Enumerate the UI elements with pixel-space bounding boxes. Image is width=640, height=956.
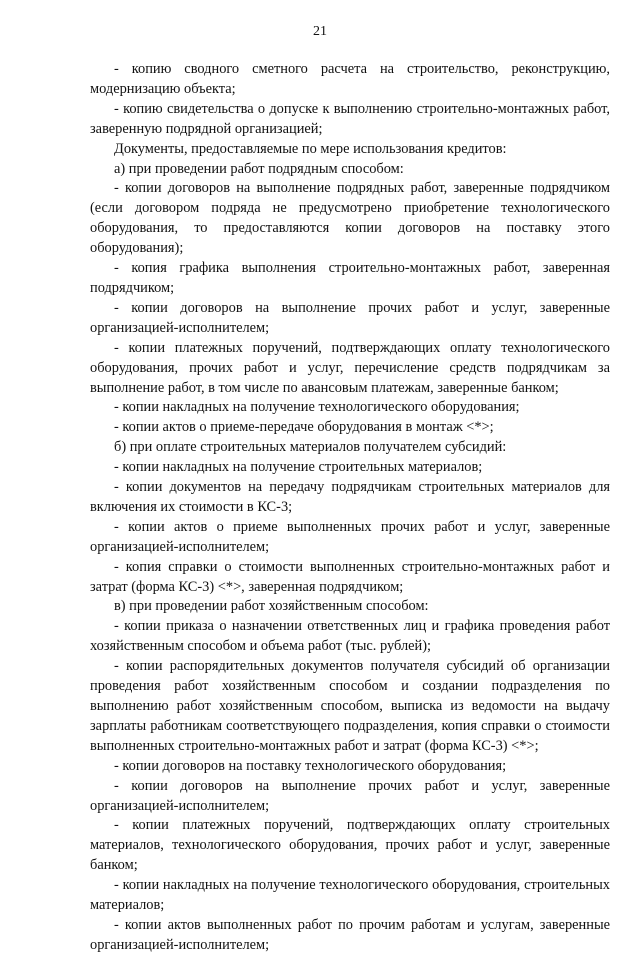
paragraph: - копии актов о приеме выполненных прочих работ и услуг, заверенные организацией-исполнителем; xyxy=(90,518,610,555)
paragraph: - копию сводного сметного расчета на строительство, реконструкцию, модернизацию объекта; xyxy=(90,61,610,97)
paragraph: - копию свидетельства о допуске к выполнению строительно-монтажных работ, заверенную подрядной организацией; xyxy=(90,100,610,137)
paragraph: - копии платежных поручений, подтверждающих оплату строительных материалов, технологического оборудования, прочих работ и услуг, заверенные банком; xyxy=(90,817,610,874)
paragraph: - копии актов выполненных работ по прочим работам и услугам, заверенные организацией-исполнителем; xyxy=(90,916,610,953)
paragraph: - копии договоров на выполнение прочих работ и услуг, заверенные организацией-исполнителем; xyxy=(90,777,610,814)
paragraph: - копии документов на передачу подрядчикам строительных материалов для включения их стоимости в КС-3; xyxy=(90,479,610,515)
paragraph: б) при оплате строительных материалов получателем субсидий: xyxy=(114,439,507,456)
paragraph: - копия справки о стоимости выполненных строительно-монтажных работ и затрат (форма КС-3) <*>, заверенная подрядчиком; xyxy=(90,558,610,595)
paragraph: - копии актов о приеме-передаче оборудования в монтаж <*>; xyxy=(114,419,494,436)
paragraph: - копии распорядительных документов получателя субсидий об организации проведения работ хозяйственным способом и создании подразделения по выполнению работ хозяйственным способом, выписка из ведомости на выдачу зарплаты работникам соответствующего подразделения, копия справки о стоимости выполненных строительно-монтажных работ и затрат (форма КС-3) <*>; xyxy=(90,658,610,754)
paragraph: - копии договоров на выполнение прочих работ и услуг, заверенные организацией-исполнителем; xyxy=(90,299,610,336)
paragraph: - копии платежных поручений, подтверждающих оплату технологического оборудования, прочих работ и услуг, перечисление средств подрядчикам за выполнение работ, в том числе по авансовым платежам, заверенные банком; xyxy=(90,339,610,396)
paragraph: в) при проведении работ хозяйственным способом: xyxy=(114,598,429,615)
document-body xyxy=(90,60,610,956)
page-number: 21 xyxy=(313,24,327,39)
paragraph: Документы, предоставляемые по мере использования кредитов: xyxy=(114,140,507,157)
paragraph: - копии приказа о назначении ответственных лиц и графика проведения работ хозяйственным способом и объема работ (тыс. рублей); xyxy=(90,618,610,655)
paragraph: - копии договоров на выполнение подрядных работ, заверенные подрядчиком (если договором подряда не предусмотрено приобретение технологического оборудования, то предоставляются копии договоров на поставку этого оборудования); xyxy=(90,180,610,257)
paragraph: - копии накладных на получение технологического оборудования, строительных материалов; xyxy=(90,877,610,914)
paragraph: - копии договоров на поставку технологического оборудования; xyxy=(114,757,507,774)
paragraph: а) при проведении работ подрядным способом: xyxy=(114,160,404,177)
paragraph: - копия графика выполнения строительно-монтажных работ, заверенная подрядчиком; xyxy=(90,260,610,296)
paragraph: - копии накладных на получение строительных материалов; xyxy=(114,459,483,476)
paragraph: - копии накладных на получение технологического оборудования; xyxy=(114,399,520,416)
